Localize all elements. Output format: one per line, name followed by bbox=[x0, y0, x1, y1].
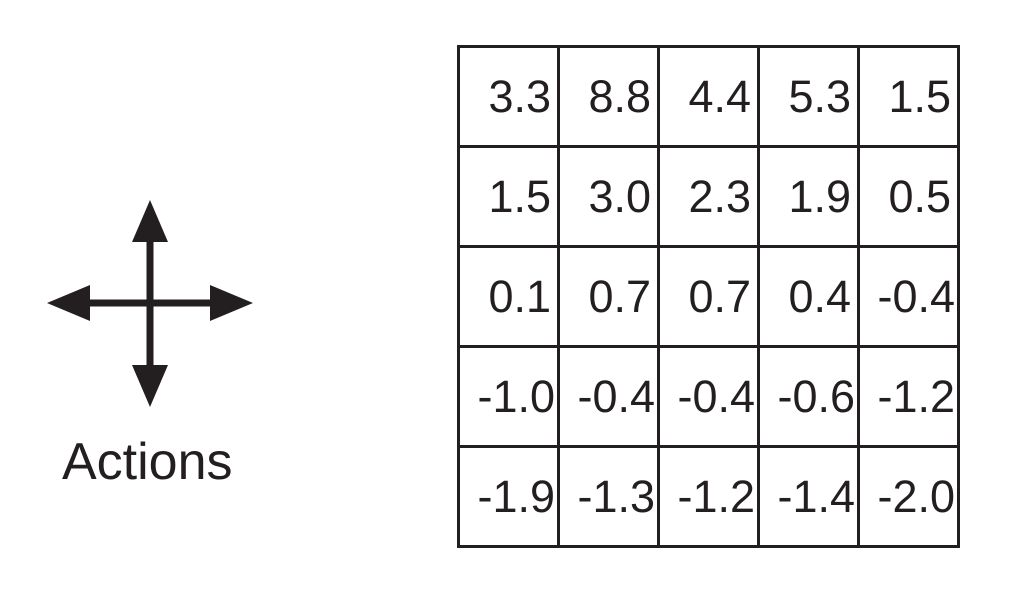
grid-cell: 8.8 bbox=[559, 47, 659, 147]
grid-cell: -1.0 bbox=[459, 347, 559, 447]
grid-cell: -1.9 bbox=[459, 447, 559, 547]
down-arrowhead bbox=[132, 365, 168, 407]
grid-cell: 0.7 bbox=[559, 247, 659, 347]
grid-cell: 5.3 bbox=[759, 47, 859, 147]
grid-cell: 0.7 bbox=[659, 247, 759, 347]
grid-cell: -0.4 bbox=[559, 347, 659, 447]
value-grid bbox=[457, 45, 960, 548]
right-arrowhead bbox=[210, 285, 253, 321]
grid-cell: -0.4 bbox=[659, 347, 759, 447]
grid-cell: 2.3 bbox=[659, 147, 759, 247]
up-arrowhead bbox=[132, 200, 168, 242]
left-arrowhead bbox=[47, 285, 90, 321]
grid-cell: -1.4 bbox=[759, 447, 859, 547]
actions-label: Actions bbox=[62, 433, 233, 491]
grid-cell: -1.3 bbox=[559, 447, 659, 547]
grid-cell: -1.2 bbox=[659, 447, 759, 547]
four-direction-arrows-icon bbox=[46, 198, 256, 410]
grid-cell: 3.0 bbox=[559, 147, 659, 247]
grid-row bbox=[459, 147, 959, 247]
grid-cell: 0.4 bbox=[759, 247, 859, 347]
grid-cell: -0.6 bbox=[759, 347, 859, 447]
grid-row bbox=[459, 347, 959, 447]
grid-cell: 1.5 bbox=[459, 147, 559, 247]
grid-cell: 1.5 bbox=[859, 47, 959, 147]
grid-cell: -2.0 bbox=[859, 447, 959, 547]
grid-row bbox=[459, 247, 959, 347]
grid-cell: -1.2 bbox=[859, 347, 959, 447]
grid-cell: 3.3 bbox=[459, 47, 559, 147]
grid-row bbox=[459, 47, 959, 147]
grid-cell: 4.4 bbox=[659, 47, 759, 147]
grid-cell: 1.9 bbox=[759, 147, 859, 247]
grid-cell: -0.4 bbox=[859, 247, 959, 347]
grid-cell: 0.1 bbox=[459, 247, 559, 347]
grid-cell: 0.5 bbox=[859, 147, 959, 247]
grid-row bbox=[459, 447, 959, 547]
